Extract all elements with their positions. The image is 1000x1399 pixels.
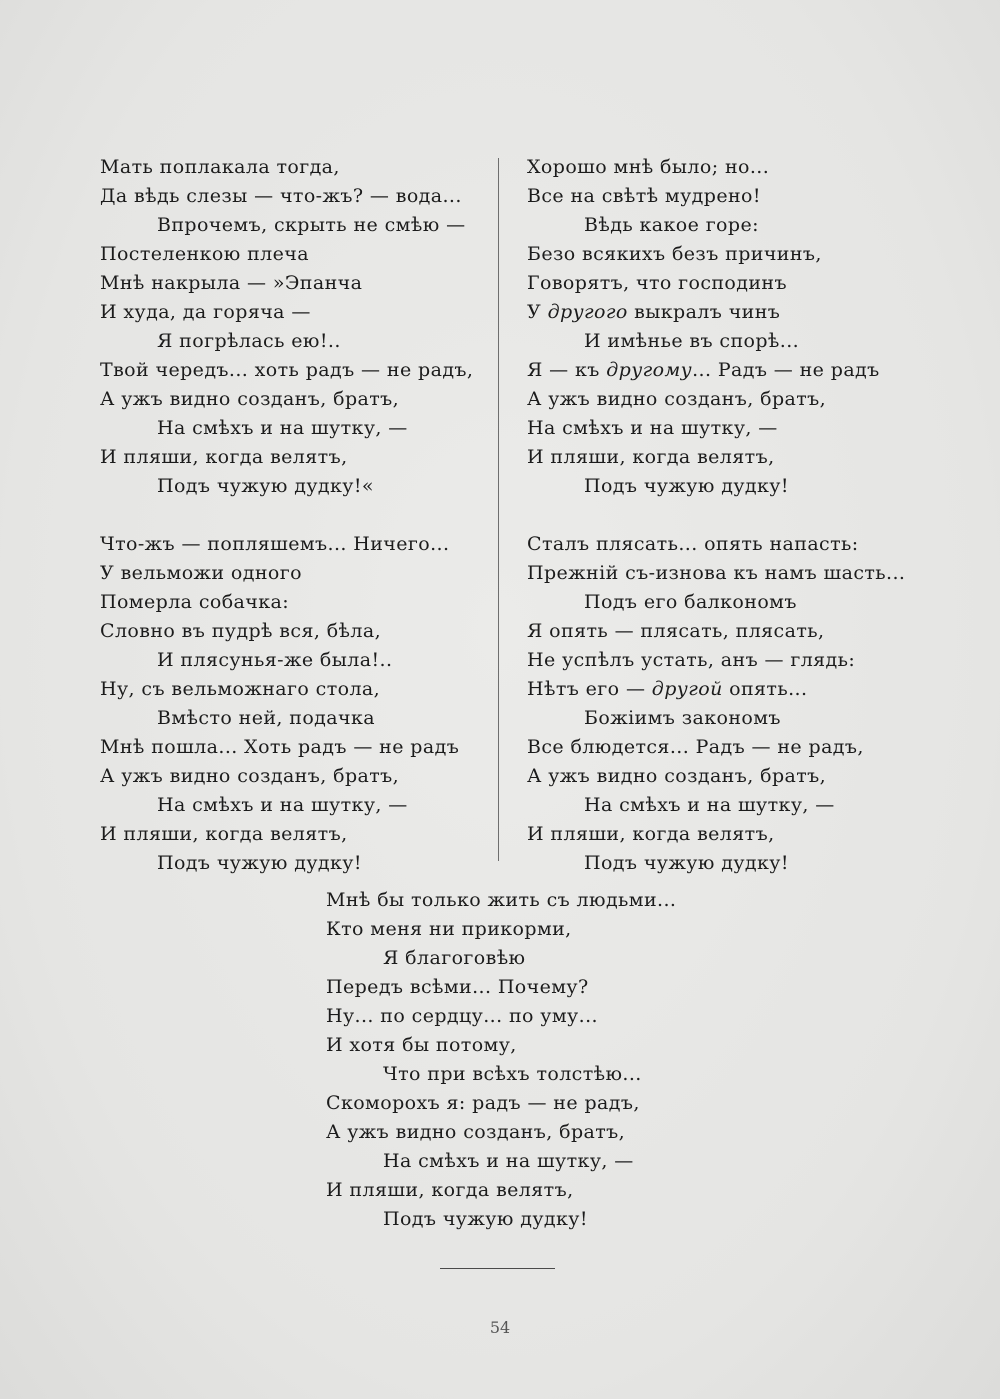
verse-line: Ну, съ вельможнаго стола,: [100, 678, 381, 700]
verse-line: Божіимъ закономъ: [584, 707, 781, 729]
verse-line: И пляши, когда велятъ,: [527, 823, 775, 845]
verse-line: Что-жъ — попляшемъ... Ничего...: [100, 533, 450, 555]
bottom-column: [326, 886, 746, 1234]
verse-line: Впрочемъ, скрыть не смѣю —: [157, 214, 466, 236]
verse-line: Подъ его балкономъ: [584, 591, 797, 613]
verse-line: Вѣдь какое горе:: [584, 214, 759, 236]
left-stanza-1: [100, 153, 490, 501]
verse-line: Я опять — плясать, плясать,: [527, 620, 825, 642]
italic-emphasis: другого: [547, 301, 628, 323]
verse-line: Твой чередъ... хоть радъ — не радъ,: [100, 359, 474, 381]
verse-line: И пляши, когда велятъ,: [326, 1179, 574, 1201]
verse-line: Хорошо мнѣ было; но...: [527, 156, 770, 178]
italic-emphasis: другому: [606, 359, 693, 381]
verse-line: На смѣхъ и на шутку, —: [527, 417, 778, 439]
verse-line: Все блюдется... Радъ — не радъ,: [527, 736, 864, 758]
verse-line: Вмѣсто ней, подачка: [157, 707, 375, 729]
verse-prefix: Нѣтъ его —: [527, 678, 652, 700]
verse-line: А ужъ видно созданъ, братъ,: [527, 765, 827, 787]
verse-suffix: опять...: [722, 678, 808, 700]
verse-line: [527, 675, 927, 704]
verse-suffix: ... Радъ — не радъ: [692, 359, 880, 381]
left-stanza-2: [100, 530, 490, 878]
verse-prefix: Я — къ: [527, 359, 607, 381]
verse-line: У вельможи одного: [100, 562, 302, 584]
bottom-stanza: [326, 886, 746, 1234]
verse-line: И плясунья-же была!..: [157, 649, 393, 671]
verse-line: Безо всякихъ безъ причинъ,: [527, 243, 822, 265]
italic-emphasis: другой: [651, 678, 723, 700]
column-divider: [498, 158, 499, 861]
verse-line: И пляши, когда велятъ,: [527, 446, 775, 468]
verse-line: На смѣхъ и на шутку, —: [584, 794, 835, 816]
verse-line: На смѣхъ и на шутку, —: [157, 417, 408, 439]
verse-line: Кто меня ни прикорми,: [326, 918, 572, 940]
verse-line: Ну... по сердцу... по уму...: [326, 1005, 598, 1027]
verse-line: Мнѣ бы только жить съ людьми...: [326, 889, 677, 911]
verse-line: Померла собачка:: [100, 591, 290, 613]
page-number: 54: [489, 1318, 511, 1337]
verse-line: Подъ чужую дудку!: [383, 1208, 588, 1230]
verse-prefix: У: [527, 301, 548, 323]
verse-line: Да вѣдь слезы — что-жъ? — вода...: [100, 185, 462, 207]
verse-line: И пляши, когда велятъ,: [100, 823, 348, 845]
verse-line: Я благоговѣю: [383, 947, 526, 969]
section-rule: [440, 1268, 555, 1269]
verse-line: Что при всѣхъ толстѣю...: [383, 1063, 642, 1085]
right-stanza-2: [527, 530, 927, 878]
verse-line: Все на свѣтѣ мудрено!: [527, 185, 761, 207]
verse-line: А ужъ видно созданъ, братъ,: [527, 388, 827, 410]
verse-line: И пляши, когда велятъ,: [100, 446, 348, 468]
verse-line: Скоморохъ я: радъ — не радъ,: [326, 1092, 640, 1114]
verse-line: А ужъ видно созданъ, братъ,: [100, 388, 400, 410]
verse-line: Подъ чужую дудку!: [584, 475, 789, 497]
verse-line: И хотя бы потому,: [326, 1034, 517, 1056]
verse-line: [527, 298, 927, 327]
verse-line: Мать поплакала тогда,: [100, 156, 340, 178]
verse-line: Словно въ пудрѣ вся, бѣла,: [100, 620, 382, 642]
verse-line: Постеленкою плеча: [100, 243, 309, 265]
verse-line: Сталъ плясать... опять напасть:: [527, 533, 859, 555]
verse-line: Говорятъ, что господинъ: [527, 272, 787, 294]
verse-line: [527, 356, 927, 385]
verse-line: Передъ всѣми... Почему?: [326, 976, 589, 998]
verse-line: А ужъ видно созданъ, братъ,: [100, 765, 400, 787]
verse-line: Подъ чужую дудку!«: [157, 475, 374, 497]
verse-line: Прежній съ-изнова къ намъ шасть...: [527, 562, 906, 584]
verse-line: Подъ чужую дудку!: [584, 852, 789, 874]
verse-line: Не успѣлъ устать, анъ — глядь:: [527, 649, 856, 671]
right-stanza-1: [527, 153, 927, 501]
verse-line: И худа, да горяча —: [100, 301, 311, 323]
verse-line: Подъ чужую дудку!: [157, 852, 362, 874]
verse-line: Мнѣ пошла... Хоть радъ — не радъ: [100, 736, 460, 758]
verse-line: На смѣхъ и на шутку, —: [383, 1150, 634, 1172]
left-column: [100, 153, 490, 878]
right-column: [527, 153, 927, 878]
verse-line: На смѣхъ и на шутку, —: [157, 794, 408, 816]
verse-line: Мнѣ накрыла — »Эпанча: [100, 272, 363, 294]
verse-line: Я погрѣлась ею!..: [157, 330, 341, 352]
verse-line: И имѣнье въ спорѣ...: [584, 330, 800, 352]
verse-suffix: выкралъ чинъ: [627, 301, 781, 323]
verse-line: А ужъ видно созданъ, братъ,: [326, 1121, 626, 1143]
